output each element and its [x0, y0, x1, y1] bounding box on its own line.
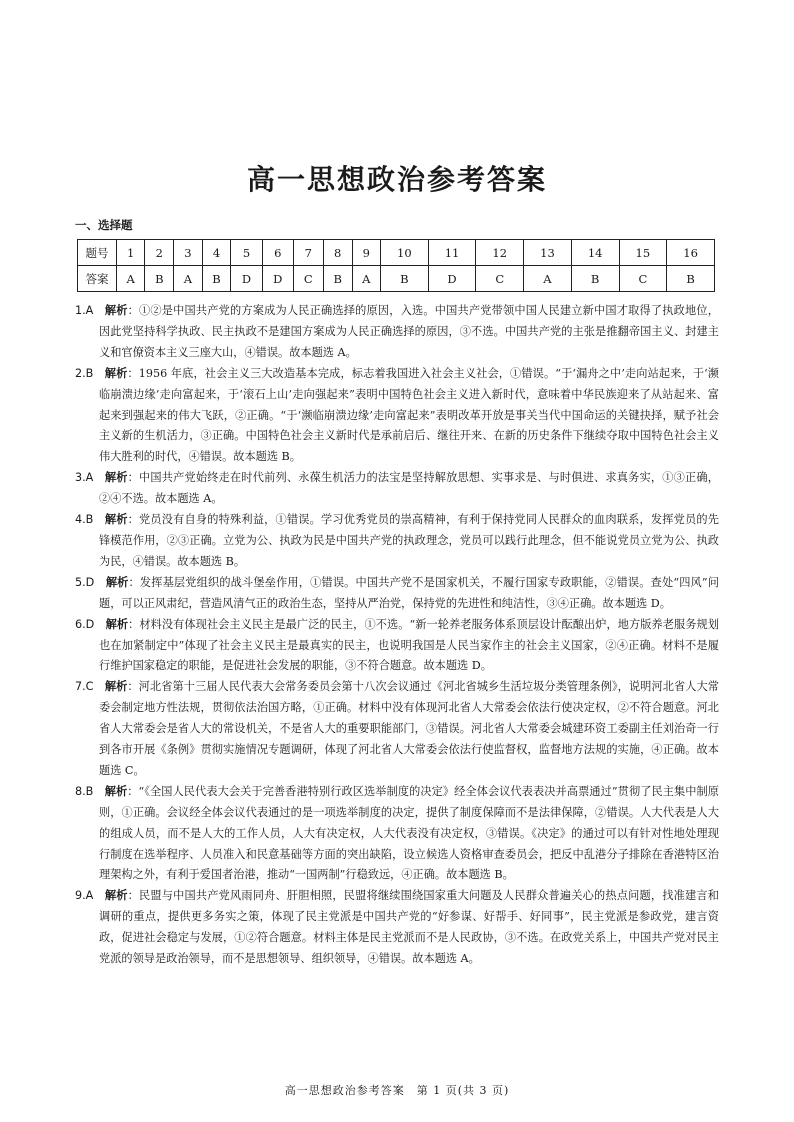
- question-number: 4: [202, 240, 231, 266]
- explanation-item: [75, 301, 719, 364]
- item-text: ：民盟与中国共产党风雨同舟、肝胆相照，民盟将继续围绕国家重大问题及人民群众普遍关心的热点问题，找准建言和调研的重点，提供更多务实之策，体现了民主党派是中国共产党的“好参谋、好帮手、好同事”，民主党派是参政党，建言资政，促进社会稳定与发展，①②符合题意。材料主体是民主党派而不是人民政协，③不选。在政党关系上，中国共产党对民主党派的领导是政治领导，而不是思想领导、组织领导，④错误。故本题选 A。: [99, 889, 719, 966]
- explanation-item: [75, 573, 719, 615]
- row-label-answer: 答案: [78, 266, 117, 292]
- item-text: ：发挥基层党组织的战斗堡垒作用，①错误。中国共产党不是国家机关，不履行国家专政职能，②错误。查处“四风”问题，可以正风肃纪，营造风清气正的政治生态，坚持从严治党，保持党的先进性和纯洁性，③④正确。故本题选 D。: [99, 575, 719, 610]
- item-answer: 3.A: [75, 471, 94, 485]
- question-number: 14: [571, 240, 619, 266]
- item-label: 解析: [104, 366, 128, 380]
- answer-cell: B: [323, 266, 352, 292]
- question-number: 12: [476, 240, 524, 266]
- answer-cell: D: [428, 266, 476, 292]
- explanation-item: [75, 782, 719, 887]
- item-text: ：河北省第十三届人民代表大会常务委员会第十八次会议通过《河北省城乡生活垃圾分类管理条例》，说明河北省人大常委会制定地方性法规，贯彻依法治国方略，①正确。材料中没有体现河北省人大常委会依法行使决定权，②不符合题意。河北省人大常委会是省人大的常设机关，不是省人大的重要职能部门，③错误。河北省人大常委会城建环资工委副主任刘治奇一行到各市开展《条例》贯彻实施情况专题调研，体现了河北省人大常委会依法行使监督权，监督地方法规的实施，④正确。故本题选 C。: [99, 680, 719, 777]
- item-text: ：中国共产党始终走在时代前列、永葆生机活力的法宝是坚持解放思想、实事求是、与时俱进、求真务实，①③正确，②④不选。故本题选 A。: [99, 471, 719, 506]
- explanation-item: [75, 364, 719, 469]
- item-answer: 9.A: [75, 889, 94, 903]
- answer-cell: A: [524, 266, 572, 292]
- item-answer: 6.D: [75, 617, 95, 631]
- item-label: 解析: [104, 680, 128, 694]
- item-answer: 4.B: [75, 513, 94, 527]
- answer-cell: B: [202, 266, 231, 292]
- item-answer: 7.C: [75, 680, 94, 694]
- answer-cell: D: [262, 266, 293, 292]
- answer-cell: A: [352, 266, 380, 292]
- item-label: 解析: [104, 304, 128, 317]
- explanation-item: [75, 677, 719, 782]
- question-number: 1: [117, 240, 145, 266]
- question-number: 9: [352, 240, 380, 266]
- item-answer: 2.B: [75, 366, 94, 380]
- question-number: 10: [380, 240, 428, 266]
- answer-row: [78, 266, 715, 292]
- page-footer: 高一思想政治参考答案 第 1 页(共 3 页): [284, 1084, 510, 1097]
- item-label: 解析: [104, 513, 128, 527]
- answer-cell: C: [476, 266, 524, 292]
- question-number: 16: [667, 240, 715, 266]
- page-title: 高一思想政治参考答案: [246, 163, 547, 196]
- explanation-item: [75, 886, 719, 970]
- answer-cell: C: [293, 266, 323, 292]
- question-number: 2: [145, 240, 174, 266]
- section-heading: 一、选择题: [75, 218, 133, 232]
- explanation-item: [75, 468, 719, 510]
- answer-cell: A: [174, 266, 202, 292]
- row-label-number: 题号: [78, 240, 117, 266]
- question-number: 13: [524, 240, 572, 266]
- item-label: 解析: [104, 889, 128, 903]
- item-answer: 5.D: [75, 575, 95, 589]
- question-number: 11: [428, 240, 476, 266]
- answer-cell: B: [380, 266, 428, 292]
- item-text: ：1956 年底，社会主义三大改造基本完成，标志着我国进入社会主义社会，①错误。“于‘漏舟之中’走向站起来，于‘濒临崩溃边缘’走向富起来，于‘滚石上山’走向强起来”表明中国特色社会主义进入新时代，意味着中华民族迎来了从站起来、富起来到强起来的伟大飞跃，②正确。“于‘濒临崩溃边缘’走向富起来”表明改革开放是事关当代中国命运的关键抉择，赋予社会主义新的生机活力，③正确。中国特色社会主义新时代是承前启后、继往开来、在新的历史条件下继续夺取中国特色社会主义伟大胜利的时代，④错误。故本题选 B。: [99, 366, 719, 464]
- item-answer: 1.A: [75, 304, 94, 317]
- item-answer: 8.B: [75, 784, 94, 798]
- question-number: 3: [174, 240, 202, 266]
- answer-cell: B: [571, 266, 619, 292]
- explanation-item: [75, 510, 719, 573]
- question-number: 15: [619, 240, 667, 266]
- question-number-row: [78, 240, 715, 266]
- item-label: 解析: [105, 575, 129, 589]
- question-number: 7: [293, 240, 323, 266]
- item-text: ：“《全国人民代表大会关于完善香港特别行政区选举制度的决定》经全体会议代表表决并高票通过”贯彻了民主集中制原则，①正确。会议经全体会议代表通过的是一项选举制度的决定，提供了制度保障而不是法律保障，②错误。人大代表是人大的组成人员，而不是人大的工作人员，人大有决定权，人大代表没有决定权，③错误。《决定》的通过可以有针对性地处理现行制度在选举程序、人员准入和民意基础等方面的突出缺陷，设立候选人资格审查委员会，把反中乱港分子排除在香港特区治理架构之外，有利于爱国者治港，推动“一国两制”行稳致远，④正确。故本题选 B。: [99, 784, 719, 882]
- item-text: ：材料没有体现社会主义民主是最广泛的民主，①不选。“新一轮养老服务体系顶层设计酝酿出炉，地方版养老服务规划也在加紧制定中”体现了社会主义民主是最真实的民主，也说明我国是人民当家作主的社会主义国家，②④正确。材料不是履行维护国家稳定的职能，是促进社会发展的职能，③不符合题意。故本题选 D。: [99, 617, 719, 673]
- answer-cell: D: [231, 266, 262, 292]
- explanation-item: [75, 615, 719, 678]
- answer-cell: A: [117, 266, 145, 292]
- question-number: 8: [323, 240, 352, 266]
- item-label: 解析: [105, 617, 129, 631]
- answer-cell: B: [145, 266, 174, 292]
- item-text: ：党员没有自身的特殊利益，①错误。学习优秀党员的崇高精神，有利于保持党同人民群众的血肉联系，发挥党员的先锋模范作用，②③正确。立党为公、执政为民是中国共产党的执政理念，党员可以践行此理念，但不能说党员立党为公、执政为民，④错误。故本题选 B。: [99, 513, 719, 568]
- item-label: 解析: [104, 471, 128, 485]
- question-number: 6: [262, 240, 293, 266]
- question-number: 5: [231, 240, 262, 266]
- answer-table: [77, 239, 715, 292]
- answer-cell: B: [667, 266, 715, 292]
- item-label: 解析: [104, 784, 128, 798]
- item-text: ：①②是中国共产党的方案成为人民正确选择的原因，入选。中国共产党带领中国人民建立新中国才取得了执政地位，因此党坚持科学执政、民主执政不是建国方案成为人民正确选择的原因，③不选。中国共产党的主张是推翻帝国主义、封建主义和官僚资本主义三座大山，④错误。故本题选 A。: [99, 304, 719, 359]
- answer-cell: C: [619, 266, 667, 292]
- explanations: [75, 301, 719, 970]
